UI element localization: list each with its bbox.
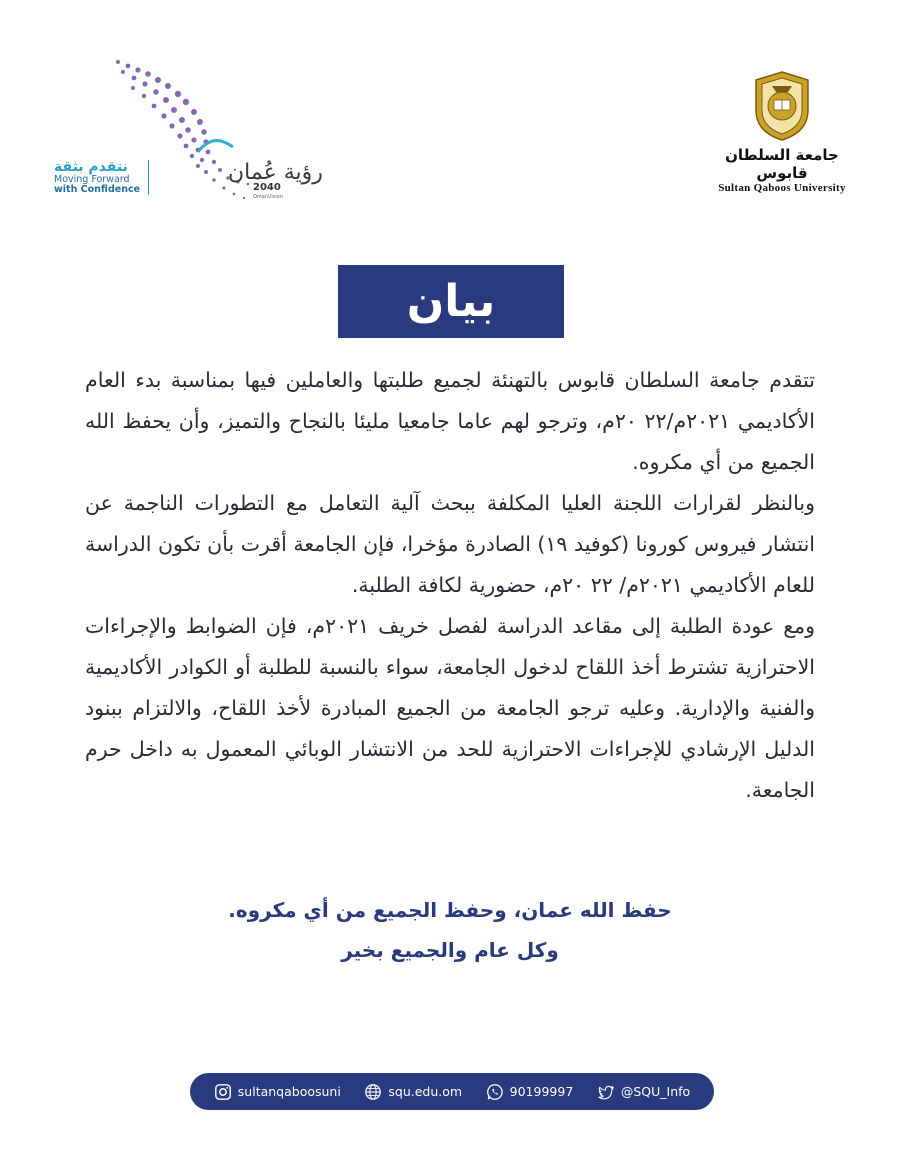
twitter-contact[interactable] <box>597 1083 690 1101</box>
website-contact[interactable] <box>364 1083 462 1101</box>
closing-line-1: حفظ الله عمان، وحفظ الجميع من أي مكروه. <box>228 898 672 922</box>
closing-remarks <box>0 890 900 970</box>
globe-icon <box>364 1083 382 1101</box>
statement-body <box>85 360 815 811</box>
whatsapp-contact[interactable] <box>486 1083 574 1101</box>
statement-title-text: بيان <box>406 276 496 327</box>
university-crest-icon <box>752 70 812 142</box>
vision-subtitle: OmanVision <box>253 194 283 200</box>
whatsapp-number: 90199997 <box>509 1084 574 1099</box>
instagram-icon <box>214 1083 232 1101</box>
vision-tagline-ar: نتقدم بثقة <box>54 159 128 175</box>
vision-tagline-en-2: with Confidence <box>54 183 141 195</box>
university-name-ar: جامعة السلطان قابوس <box>725 146 839 182</box>
website-url: squ.edu.om <box>388 1084 463 1099</box>
vision-wordmark: رؤية عُمان <box>228 160 323 185</box>
contact-footer-bar <box>190 1073 714 1110</box>
twitter-handle: @SQU_Info <box>620 1084 691 1099</box>
vision-tagline <box>54 160 149 195</box>
oman-vision-2040-logo <box>48 52 348 212</box>
body-paragraph-2: وبالنظر لقرارات اللجنة العليا المكلفة ببحث آلية التعامل مع التطورات الناجمة عن انتشار فيروس كورونا (كوفيد ١٩) الصادرة مؤخرا، فإن الجامعة أقرت بأن تكون الدراسة للعام الأكاديمي ٢٠٢١م/ ٢٢ ٢٠م، حضورية لكافة الطلبة. <box>85 491 815 597</box>
vision-tagline-en-1: Moving Forward <box>54 173 130 185</box>
closing-line-2: وكل عام والجميع بخير <box>341 938 559 962</box>
whatsapp-icon <box>486 1083 504 1101</box>
vision-year: 2040 <box>253 182 281 193</box>
university-name-en: Sultan Qaboos University <box>718 182 846 194</box>
statement-title <box>338 265 564 338</box>
body-paragraph-3: ومع عودة الطلبة إلى مقاعد الدراسة لفصل خريف ٢٠٢١م، فإن الضوابط والإجراءات الاحترازية تشترط أخذ اللقاح لدخول الجامعة، سواء بالنسبة للطلبة أو الكوادر الأكاديمية والفنية والإدارية. وعليه ترجو الجامعة من الجميع المبادرة لأخذ اللقاح، والالتزام ببنود الدليل الإرشادي للإجراءات الاحترازية للحد من الانتشار الوبائي المعمول به داخل حرم الجامعة. <box>85 614 815 802</box>
squ-logo <box>712 70 852 195</box>
instagram-handle: sultanqaboosuni <box>237 1084 341 1099</box>
twitter-icon <box>597 1083 615 1101</box>
body-paragraph-1: تتقدم جامعة السلطان قابوس بالتهنئة لجميع طلبتها والعاملين فيها بمناسبة بدء العام الأكاديمي ٢٠٢١م/٢٢ ٢٠م، وترجو لهم عاما جامعيا مليئا بالنجاح والتميز، وأن يحفظ الله الجميع من أي مكروه. <box>85 368 815 474</box>
instagram-contact[interactable] <box>214 1083 341 1101</box>
